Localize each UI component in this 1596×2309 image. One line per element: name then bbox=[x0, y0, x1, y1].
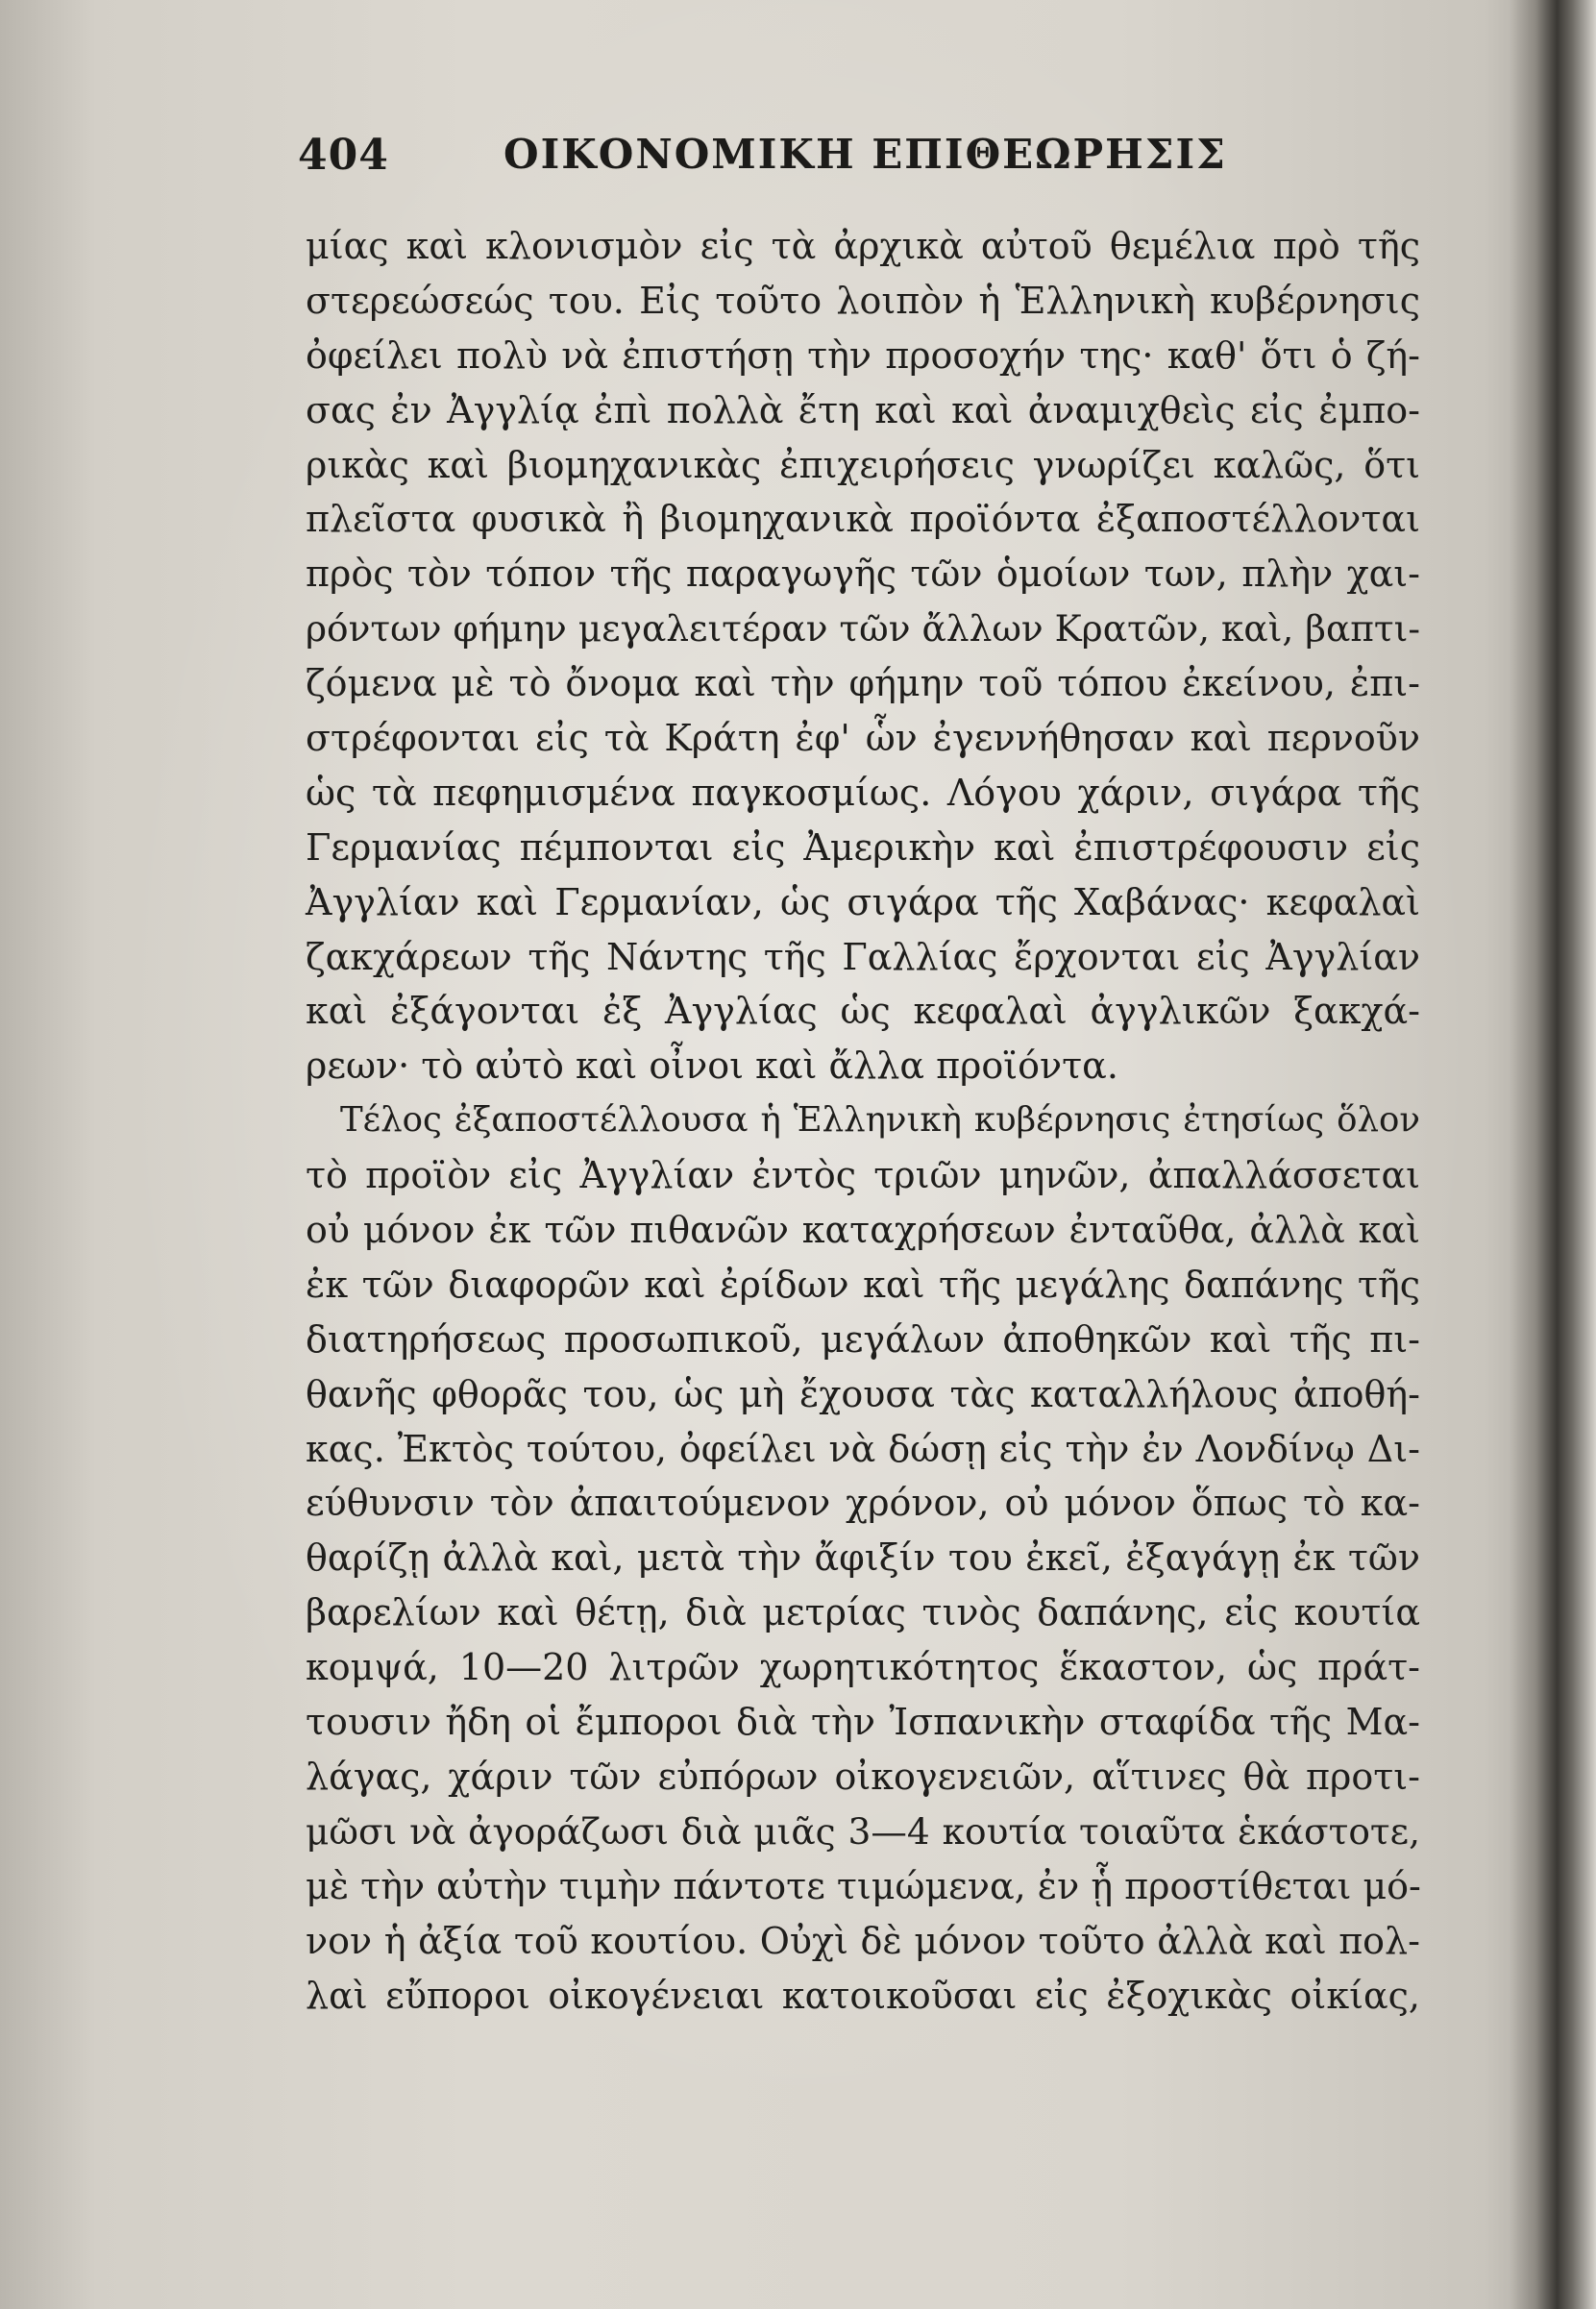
text-line: στερεώσεώς του. Εἰς τοῦτο λοιπὸν ἡ Ἑλληνικὴ κυβέρνησις bbox=[306, 279, 1420, 322]
body-text bbox=[306, 219, 1420, 2023]
text-line: καὶ ἐξάγονται ἐξ Ἀγγλίας ὡς κεφαλαὶ ἀγγλικῶν ξακχά- bbox=[306, 990, 1420, 1033]
text-line: Ἀγγλίαν καὶ Γερμανίαν, ὡς σιγάρα τῆς Χαβάνας· κεφαλαὶ bbox=[306, 880, 1420, 923]
text-line: πλεῖστα φυσικὰ ἢ βιομηχανικὰ προϊόντα ἐξαποστέλλονται bbox=[306, 498, 1420, 541]
text-line: ζακχάρεων τῆς Νάντης τῆς Γαλλίας ἔρχονται εἰς Ἀγγλίαν bbox=[306, 935, 1420, 978]
text-line: σας ἐν Ἀγγλίᾳ ἐπὶ πολλὰ ἔτη καὶ καὶ ἀναμιχθεὶς εἰς ἐμπο- bbox=[306, 388, 1420, 431]
text-line: τουσιν ἤδη οἱ ἔμποροι διὰ τὴν Ἰσπανικὴν σταφίδα τῆς Μα- bbox=[306, 1701, 1420, 1744]
paragraph-start-line: Τέλος ἐξαποστέλλουσα ἡ Ἑλληνικὴ κυβέρνησις ἐτησίως ὅλον bbox=[340, 1100, 1420, 1141]
text-line: θανῆς φθορᾶς του, ὡς μὴ ἔχουσα τὰς καταλλήλους ἀποθή- bbox=[306, 1372, 1420, 1415]
paragraph-end-line: ρεων· τὸ αὐτὸ καὶ οἶνοι καὶ ἄλλα προϊόντα. bbox=[306, 1044, 1118, 1088]
text-line: ρικὰς καὶ βιομηχανικὰς ἐπιχειρήσεις γνωρίζει καλῶς, ὅτι bbox=[306, 443, 1420, 486]
text-line: μίας καὶ κλονισμὸν εἰς τὰ ἀρχικὰ αὐτοῦ θεμέλια πρὸ τῆς bbox=[306, 225, 1420, 267]
page-header bbox=[288, 131, 1489, 198]
text-line: πρὸς τὸν τόπον τῆς παραγωγῆς τῶν ὁμοίων των, πλὴν χαι- bbox=[306, 553, 1420, 596]
text-line: τὸ προϊὸν εἰς Ἀγγλίαν ἐντὸς τριῶν μηνῶν, ἀπαλλάσσεται bbox=[306, 1154, 1420, 1197]
text-line: ζόμενα μὲ τὸ ὄνομα καὶ τὴν φήμην τοῦ τόπου ἐκείνου, ἐπι- bbox=[306, 662, 1420, 705]
text-line: λαὶ εὔποροι οἰκογένειαι κατοικοῦσαι εἰς ἐξοχικὰς οἰκίας, bbox=[306, 1974, 1420, 2017]
text-line: Γερμανίας πέμπονται εἰς Ἀμερικὴν καὶ ἐπιστρέφουσιν εἰς bbox=[306, 825, 1420, 869]
text-line: ὀφείλει πολὺ νὰ ἐπιστήσῃ τὴν προσοχήν της· καθ' ὅτι ὁ ζή- bbox=[306, 333, 1420, 377]
text-line: λάγας, χάριν τῶν εὐπόρων οἰκογενειῶν, αἵτινες θὰ προτι- bbox=[306, 1755, 1420, 1798]
text-line: νον ἡ ἀξία τοῦ κουτίου. Οὐχὶ δὲ μόνον τοῦτο ἀλλὰ καὶ πολ- bbox=[306, 1919, 1420, 1962]
text-line: ρόντων φήμην μεγαλειτέραν τῶν ἄλλων Κρατῶν, καὶ, βαπτι- bbox=[306, 607, 1421, 651]
text-line: μὲ τὴν αὐτὴν τιμὴν πάντοτε τιμώμενα, ἐν ᾗ προστίθεται μό- bbox=[306, 1864, 1421, 1907]
text-line: εύθυνσιν τὸν ἀπαιτούμενον χρόνον, οὐ μόνον ὅπως τὸ κα- bbox=[306, 1482, 1420, 1525]
text-line: διατηρήσεως προσωπικοῦ, μεγάλων ἀποθηκῶν καὶ τῆς πι- bbox=[306, 1317, 1420, 1361]
text-line: στρέφονται εἰς τὰ Κράτη ἐφ' ὧν ἐγεννήθησαν καὶ περνοῦν bbox=[306, 717, 1420, 760]
text-line: βαρελίων καὶ θέτῃ, διὰ μετρίας τινὸς δαπάνης, εἰς κουτία bbox=[306, 1591, 1420, 1634]
running-head: ΟΙΚΟΝΟΜΙΚΗ ΕΠΙΘΕΩΡΗΣΙΣ bbox=[503, 131, 1227, 178]
text-line: οὐ μόνον ἐκ τῶν πιθανῶν καταχρήσεων ἐνταῦθα, ἀλλὰ καὶ bbox=[306, 1209, 1420, 1252]
text-line: ἐκ τῶν διαφορῶν καὶ ἐρίδων καὶ τῆς μεγάλης δαπάνης τῆς bbox=[306, 1263, 1420, 1306]
text-line: ὡς τὰ πεφημισμένα παγκοσμίως. Λόγου χάριν, σιγάρα τῆς bbox=[306, 771, 1420, 814]
text-line: κομψά, 10—20 λιτρῶν χωρητικότητος ἕκαστον, ὡς πράτ- bbox=[306, 1646, 1420, 1689]
book-gutter-shadow bbox=[1510, 0, 1596, 2309]
page-number: 404 bbox=[298, 131, 389, 180]
text-line: μῶσι νὰ ἀγοράζωσι διὰ μιᾶς 3—4 κουτία τοιαῦτα ἑκάστοτε, bbox=[306, 1809, 1420, 1853]
text-line: κας. Ἐκτὸς τούτου, ὀφείλει νὰ δώσῃ εἰς τὴν ἐν Λονδίνῳ Δι- bbox=[306, 1427, 1420, 1470]
text-line: θαρίζῃ ἀλλὰ καὶ, μετὰ τὴν ἄφιξίν του ἐκεῖ, ἐξαγάγῃ ἐκ τῶν bbox=[306, 1536, 1420, 1580]
